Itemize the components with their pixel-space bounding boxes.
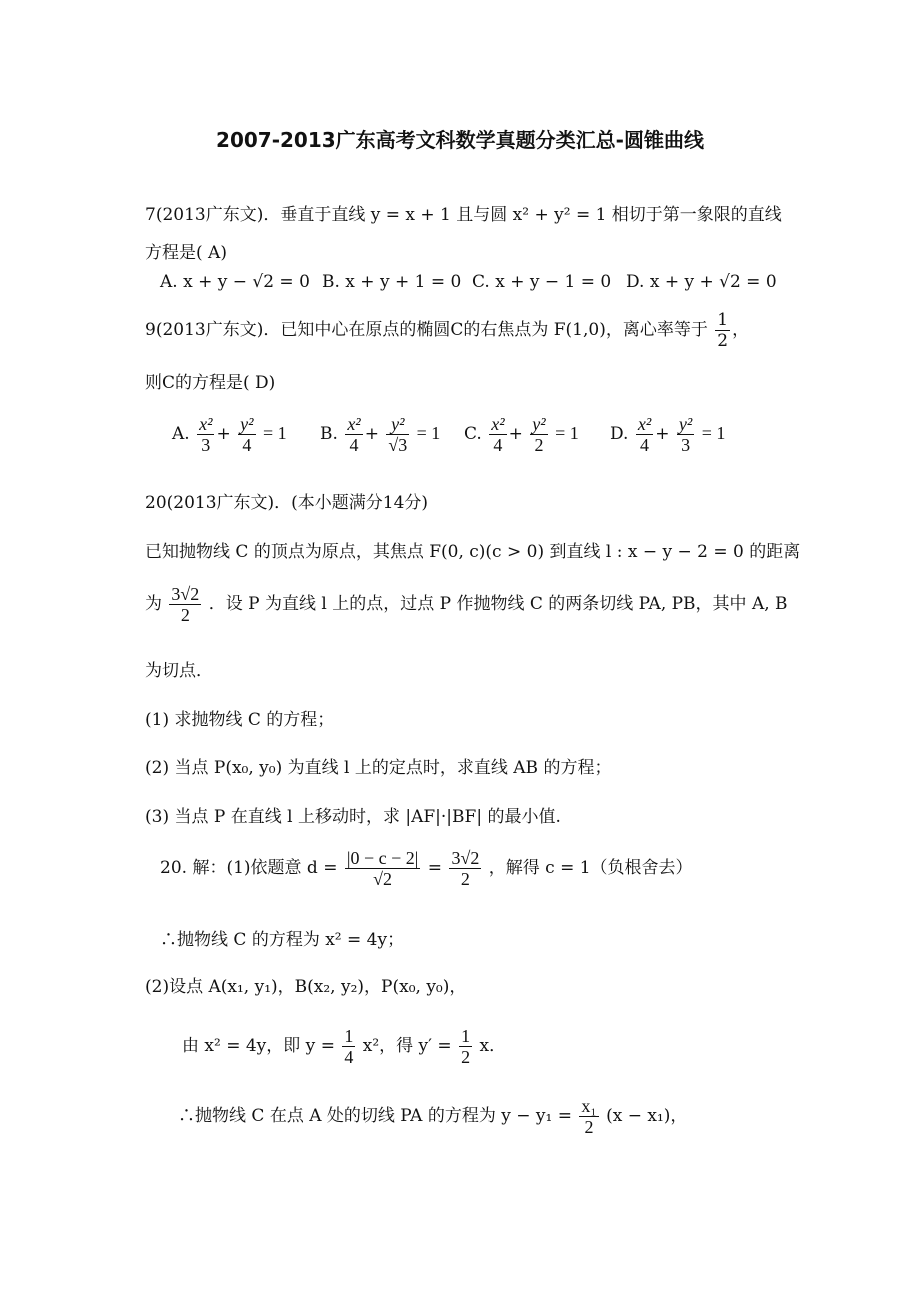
q9-frac-num: 1 [717, 310, 729, 330]
x-sq: x² [347, 414, 361, 434]
q9-option-b-label: B. [320, 424, 338, 444]
solution-l5-pre: ∴抛物线 C 在点 A 处的切线 PA 的方程为 y − y₁ = [178, 1106, 572, 1126]
x-den: 3 [201, 435, 211, 455]
solution-l4-den2: 2 [461, 1047, 471, 1067]
solution-l4-pre: 由 x² = 4y，即 y = [182, 1036, 335, 1056]
y-sq: y² [386, 414, 409, 435]
q7-option-a: A. x + y − √2 = 0 [160, 272, 310, 292]
q20-para1: 已知抛物线 C 的顶点为原点，其焦点 F(0, c)(c > 0) 到直线 l : x − y − 2 = 0 的距离 [145, 542, 801, 562]
q9-line1: 9(2013广东文)．已知中心在原点的椭圆C的右焦点为 F(1,0)，离心率等于 $\frac{1}{2}$ ， [145, 310, 750, 351]
solution-l4-num2: 1 [461, 1026, 471, 1046]
solution-l1-num: |0 − c − 2| [346, 848, 419, 868]
x-sq: x² [637, 414, 652, 434]
solution-l5-num: x₁ [581, 1096, 597, 1116]
q9-option-a: A. $\frac{\text{x²}}{3}$ + $\frac{\text{y²}}{4}$ = 1 [172, 414, 287, 455]
y-den: 2 [534, 435, 544, 455]
q20-para2 [145, 584, 788, 625]
y-sq: y² [678, 414, 693, 434]
q9-option-d-label: D. [610, 424, 629, 444]
q9-option-c-label: C. [464, 424, 482, 444]
q20-para2-pre: 为 [145, 594, 162, 614]
solution-line4 [182, 1026, 506, 1067]
solution-l5-frac [579, 1096, 598, 1137]
solution-l1-post: ，解得 c = 1（负根舍去） [488, 858, 693, 878]
rhs: = 1 [262, 423, 287, 443]
q9-line2: 则C的方程是( D) [145, 373, 276, 393]
solution-l4-frac2 [459, 1026, 472, 1067]
y-den: 3 [681, 435, 691, 455]
q20-subquestion-2: (2) 当点 P(x₀, y₀) 为直线 l 上的定点时，求直线 AB 的方程； [145, 758, 612, 778]
solution-l1-num2: 3√2 [451, 848, 480, 868]
x-den: 4 [640, 435, 650, 455]
solution-l4-post: x． [479, 1036, 507, 1056]
q7-line1: 7(2013广东文)．垂直于直线 y = x + 1 且与圆 x² + y² = 1 相切于第一象限的直线 [145, 205, 782, 225]
solution-l5-post: (x − x₁)， [606, 1106, 688, 1126]
q20-header: 20(2013广东文)．(本小题满分14分) [145, 493, 429, 513]
q9-option-a-label: A. [172, 424, 190, 444]
solution-line2: ∴抛物线 C 的方程为 x² = 4y； [160, 930, 405, 950]
q20-frac-den: 2 [180, 605, 190, 625]
x-sq: x² [491, 414, 505, 434]
q20-frac-num: 3√2 [171, 584, 200, 604]
rhs: = 1 [416, 423, 441, 443]
q9-option-d: D. $\frac{\text{x²}}{4}$ + $\frac{\text{y²}}{3}$ = 1 [610, 414, 726, 455]
solution-l5-den: 2 [584, 1117, 594, 1137]
x-sq: x² [199, 414, 213, 434]
q20-distance-fraction [169, 584, 201, 625]
q9-option-c: C. $\frac{\text{x²}}{4}$ + $\frac{\text{y²}}{2}$ = 1 [464, 414, 579, 455]
rhs: = 1 [701, 423, 726, 443]
y-den: √3 [388, 435, 408, 455]
q7-line2: 方程是( A) [145, 243, 227, 263]
solution-l4-frac1 [342, 1026, 355, 1067]
q9-eccentricity-fraction [715, 310, 730, 351]
q20-para2-post: ．设 P 为直线 l 上的点，过点 P 作抛物线 C 的两条切线 PA, PB，其中 A, B [208, 594, 788, 614]
q7-option-b: B. x + y + 1 = 0 [322, 272, 462, 292]
solution-line3: (2)设点 A(x₁, y₁)，B(x₂, y₂)，P(x₀, y₀)， [145, 977, 467, 997]
solution-distance-fraction [345, 848, 421, 889]
solution-l4-num: 1 [344, 1026, 354, 1046]
q20-para3: 为切点． [145, 661, 213, 681]
rhs: = 1 [555, 423, 579, 443]
q7-option-d: D. x + y + √2 = 0 [626, 272, 777, 292]
q7-option-c: C. x + y − 1 = 0 [472, 272, 612, 292]
solution-l1-den: √2 [373, 869, 393, 889]
q20-subquestion-1: (1) 求抛物线 C 的方程； [145, 710, 335, 730]
x-den: 4 [349, 435, 359, 455]
solution-l1-eq: = [427, 858, 443, 878]
solution-l1-pre: 20. 解：(1)依题意 d = [160, 858, 338, 878]
q9-option-b: B. $\frac{\text{x²}}{4}$ + $\frac{\text{y²}}{√3}$ = 1 [320, 414, 441, 455]
y-sq: y² [240, 414, 254, 434]
x-den: 4 [493, 435, 503, 455]
page-title: 2007-2013广东高考文科数学真题分类汇总-圆锥曲线 [216, 128, 704, 152]
solution-l1-den2: 2 [460, 869, 470, 889]
y-sq: y² [532, 414, 546, 434]
solution-distance-value [449, 848, 481, 889]
solution-line5 [178, 1096, 687, 1137]
q9-frac-den: 2 [717, 331, 729, 351]
q20-subquestion-3: (3) 当点 P 在直线 l 上移动时，求 |AF|·|BF| 的最小值. [145, 807, 561, 827]
solution-l4-den: 4 [344, 1047, 354, 1067]
solution-l4-mid: x²，得 y′ = [362, 1036, 452, 1056]
solution-line1 [160, 848, 693, 889]
y-den: 4 [242, 435, 252, 455]
q9-line1-text: 9(2013广东文)．已知中心在原点的椭圆C的右焦点为 F(1,0)，离心率等于 [145, 320, 708, 340]
